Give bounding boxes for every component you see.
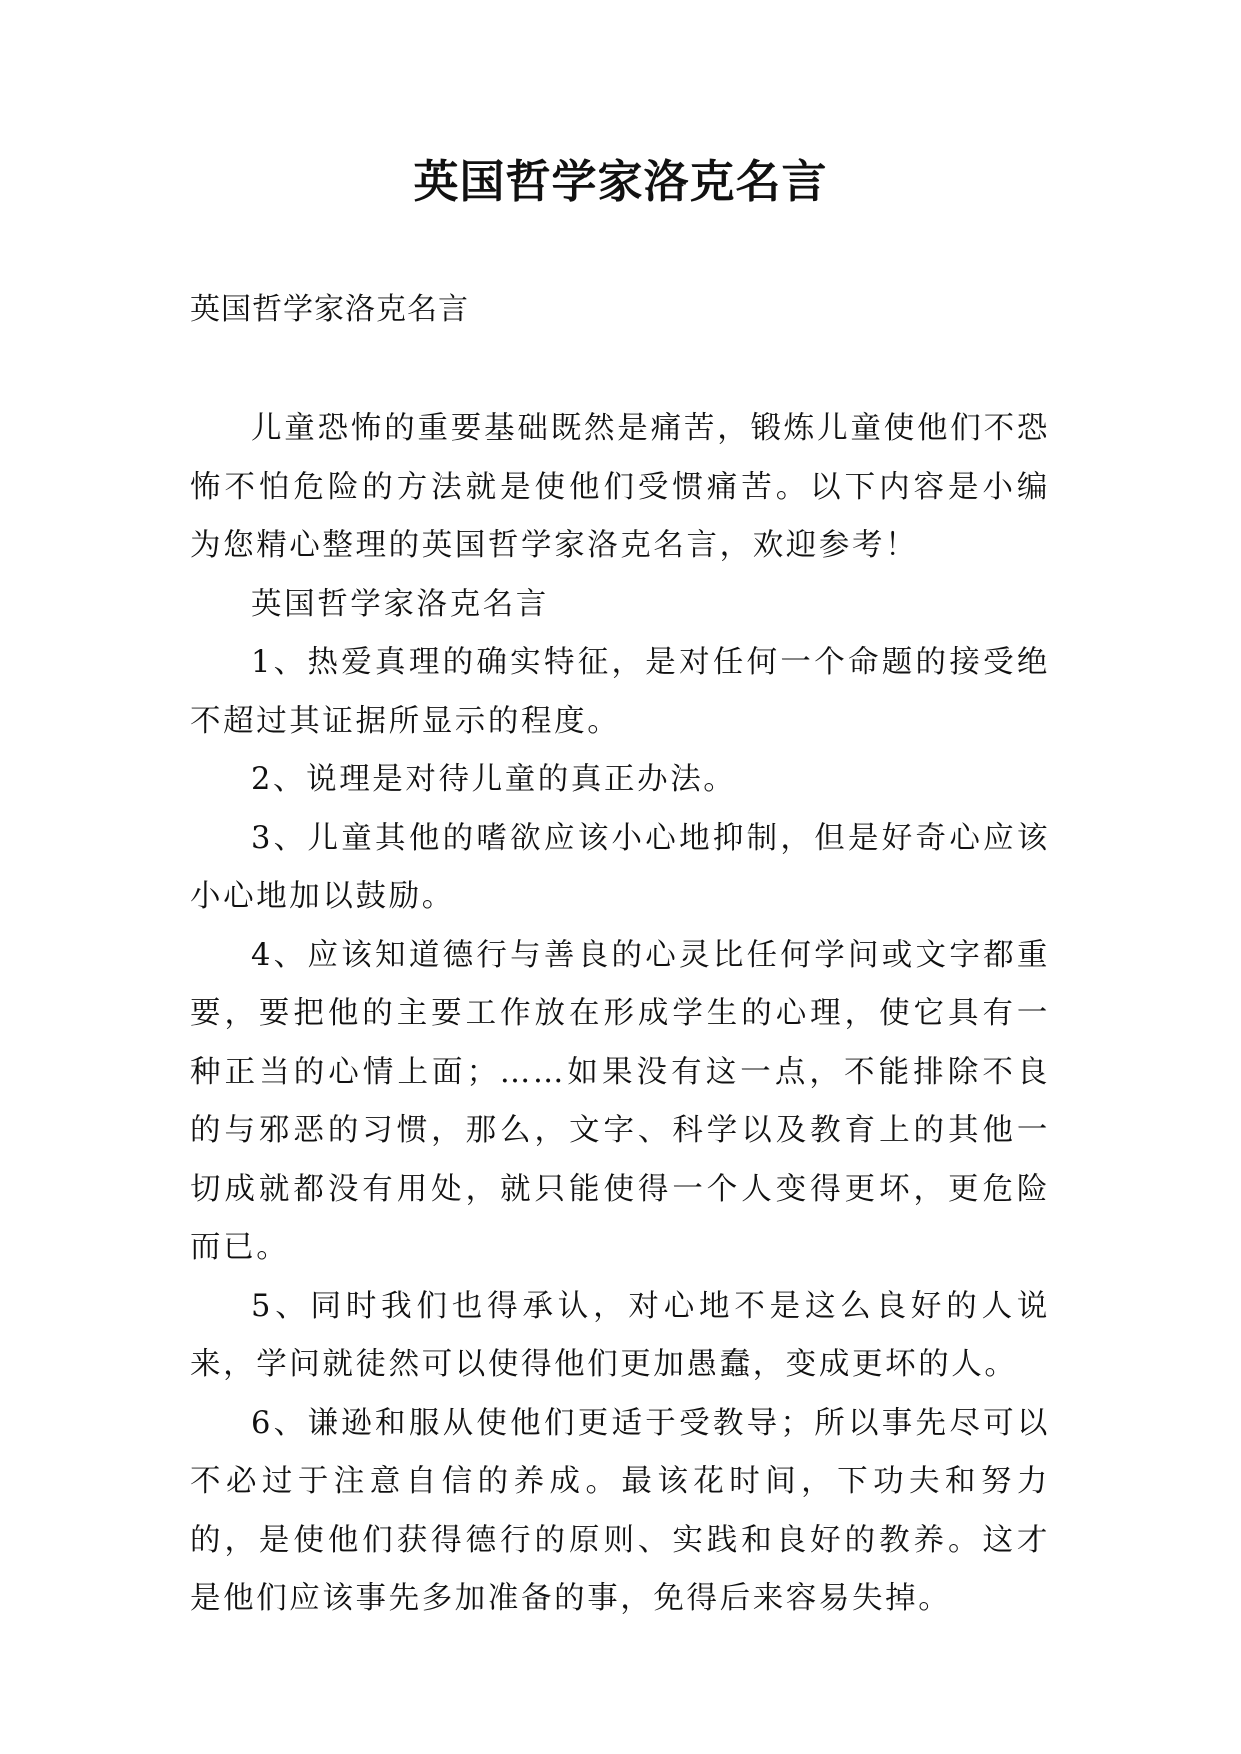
intro-paragraph: 儿童恐怖的重要基础既然是痛苦，锻炼儿童使他们不恐怖不怕危险的方法就是使他们受惯痛苦。以下内容是小编为您精心整理的英国哲学家洛克名言，欢迎参考！ <box>190 411 1050 563</box>
section-heading: 英国哲学家洛克名言 <box>251 586 549 622</box>
quote-paragraph-1: 1、热爱真理的确实特征，是对任何一个命题的接受绝不超过其证据所显示的程度。 <box>190 645 1050 739</box>
quote-paragraph-2: 2、说理是对待儿童的真正办法。 <box>251 762 737 797</box>
quote-paragraph-6: 6、谦逊和服从使他们更适于受教导；所以事先尽可以不必过于注意自信的养成。最该花时间，下功夫和努力的，是使他们获得德行的原则、实践和良好的教养。这才是他们应该事先多加准备的事，免得后来容易失掉。 <box>190 1405 1050 1616</box>
quote-paragraph-3: 3、儿童其他的嗜欲应该小心地抑制，但是好奇心应该小心地加以鼓励。 <box>190 820 1050 914</box>
quote-paragraph-5: 5、同时我们也得承认，对心地不是这么良好的人说来，学问就徒然可以使得他们更加愚蠢，变成更坏的人。 <box>190 1288 1050 1382</box>
quote-paragraph-4: 4、应该知道德行与善良的心灵比任何学问或文字都重要，要把他的主要工作放在形成学生的心理，使它具有一种正当的心情上面；……如果没有这一点，不能排除不良的与邪恶的习惯，那么，文字、科学以及教育上的其他一切成就都没有用处，就只能使得一个人变得更坏，更危险而已。 <box>190 937 1050 1265</box>
document-body <box>190 400 1050 1629</box>
document-title: 英国哲学家洛克名言 <box>413 155 828 208</box>
document-subtitle: 英国哲学家洛克名言 <box>190 292 469 327</box>
